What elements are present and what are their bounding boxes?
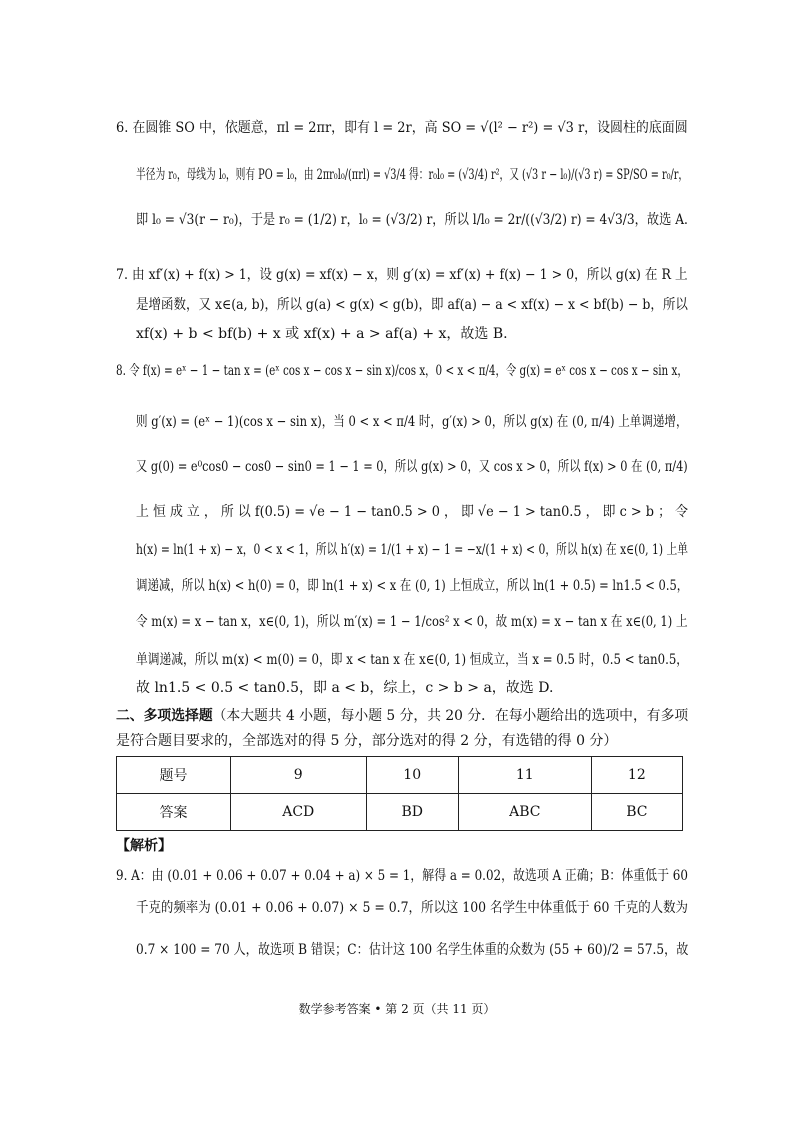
page-footer: 数学参考答案 • 第 2 页（共 11 页） [298,1002,496,1016]
problem8-line6: 调递减，所以 h(x) < h(0) = 0，即 ln(1 + x) < x 在 (0, 1) 上恒成立，所以 ln(1 + 0.5) = ln1.5 < 0.5， [136,578,689,594]
problem6-line3: 即 l₀ = √3(r − r₀)，于是 r₀ = (1/2) r，l₀ = (√3/2) r，所以 l/l₀ = 2r/((√3/2) r) = 4√3/3，故选 A. [136,212,688,228]
problem8-line1: 8. 令 f(x) = eˣ − 1 − tan x = (eˣ cos x − cos x − sin x)/cos x，0 < x < π/4，令 g(x) = eˣ cos x − cos x − sin x， [116,363,688,379]
problem7-line3: xf(x) + b < bf(b) + x 或 xf(x) + a > af(a) + x，故选 B. [136,326,508,342]
problem8-line7: 令 m(x) = x − tan x，x∈(0, 1)，所以 m′(x) = 1 − 1/cos² x < 0，故 m(x) = x − tan x 在 x∈(0, 1) 上 [136,614,688,630]
table-answer-label: 答案 [117,794,231,831]
table-cell-number: 11 [458,757,591,794]
table-cell-answer: BC [591,794,682,831]
problem6-line2: 半径为 r₀，母线为 l₀，则有 PO = l₀，由 2πr₀l₀/(πrl) = √3/4 得：r₀l₀ = (√3/4) r²，又 (√3 r − l₀)/(√3 r) = SP/SO = r₀/r， [136,167,689,183]
table-cell-number: 12 [591,757,682,794]
problem6-line1: 6. 在圆锥 SO 中，依题意，πl = 2πr，即有 l = 2r，高 SO = √(l² − r²) = √3 r，设圆柱的底面圆 [116,120,688,136]
section2-desc2: 是符合题目要求的，全部选对的得 5 分，部分选对的得 2 分，有选错的得 0 分） [116,733,618,749]
section2-line1 [116,706,688,726]
table-cell-number: 10 [366,757,458,794]
table-cell-number: 9 [231,757,367,794]
problem9-line3: 0.7 × 100 = 70 人，故选项 B 错误；C：估计这 100 名学生体重的众数为 (55 + 60)/2 = 57.5，故 [136,942,689,958]
section2-heading: 二、多项选择题 [116,708,213,724]
problem7-line2: 是增函数，又 x∈(a, b)，所以 g(a) < g(x) < g(b)，即 af(a) − a < xf(x) − x < bf(b) − b，所以 [136,297,688,313]
problem8-line8: 单调递减，所以 m(x) < m(0) = 0，即 x < tan x 在 x∈(0, 1) 恒成立，当 x = 0.5 时，0.5 < tan0.5， [136,652,689,668]
problem8-line3: 又 g(0) = e⁰cos0 − cos0 − sin0 = 1 − 1 = 0，所以 g(x) > 0，又 cos x > 0，所以 f(x) > 0 在 (0, π/4) [136,459,688,475]
section2-desc1: （本大题共 4 小题，每小题 5 分，共 20 分．在每小题给出的选项中，有多项 [212,708,689,724]
jiexi-label: 【解析】 [116,838,172,854]
problem8-line5: h(x) = ln(1 + x) − x，0 < x < 1，所以 h′(x) = 1/(1 + x) − 1 = −x/(1 + x) < 0，所以 h(x) 在 x∈(0, 1) 上单 [136,542,689,558]
problem8-line4: 上 恒 成 立 ， 所 以 f(0.5) = √e − 1 − tan0.5 > 0 ， 即 √e − 1 > tan0.5 ， 即 c > b ； 令 [136,504,688,520]
problem9-line1: 9. A：由 (0.01 + 0.06 + 0.07 + 0.04 + a) × 5 = 1，解得 a = 0.02，故选项 A 正确；B：体重低于 60 [116,868,688,884]
table-cell-answer: BD [366,794,458,831]
table-row-numbers [117,757,683,794]
table-cell-answer: ACD [231,794,367,831]
problem8-line2: 则 g′(x) = (eˣ − 1)(cos x − sin x)，当 0 < x < π/4 时，g′(x) > 0，所以 g(x) 在 (0, π/4) 上单调递增， [136,414,688,430]
problem9-line2: 千克的频率为 (0.01 + 0.06 + 0.07) × 5 = 0.7，所以这 100 名学生中体重低于 60 千克的人数为 [136,900,688,916]
table-cell-answer: ABC [458,794,591,831]
answer-table [116,756,683,831]
table-row-answers [117,794,683,831]
problem8-line9: 故 ln1.5 < 0.5 < tan0.5，即 a < b，综上，c > b > a，故选 D. [136,680,554,696]
problem7-line1: 7. 由 xf′(x) + f(x) > 1，设 g(x) = xf(x) − x，则 g′(x) = xf′(x) + f(x) − 1 > 0，所以 g(x) 在 R 上 [116,267,688,283]
table-header-label: 题号 [117,757,231,794]
